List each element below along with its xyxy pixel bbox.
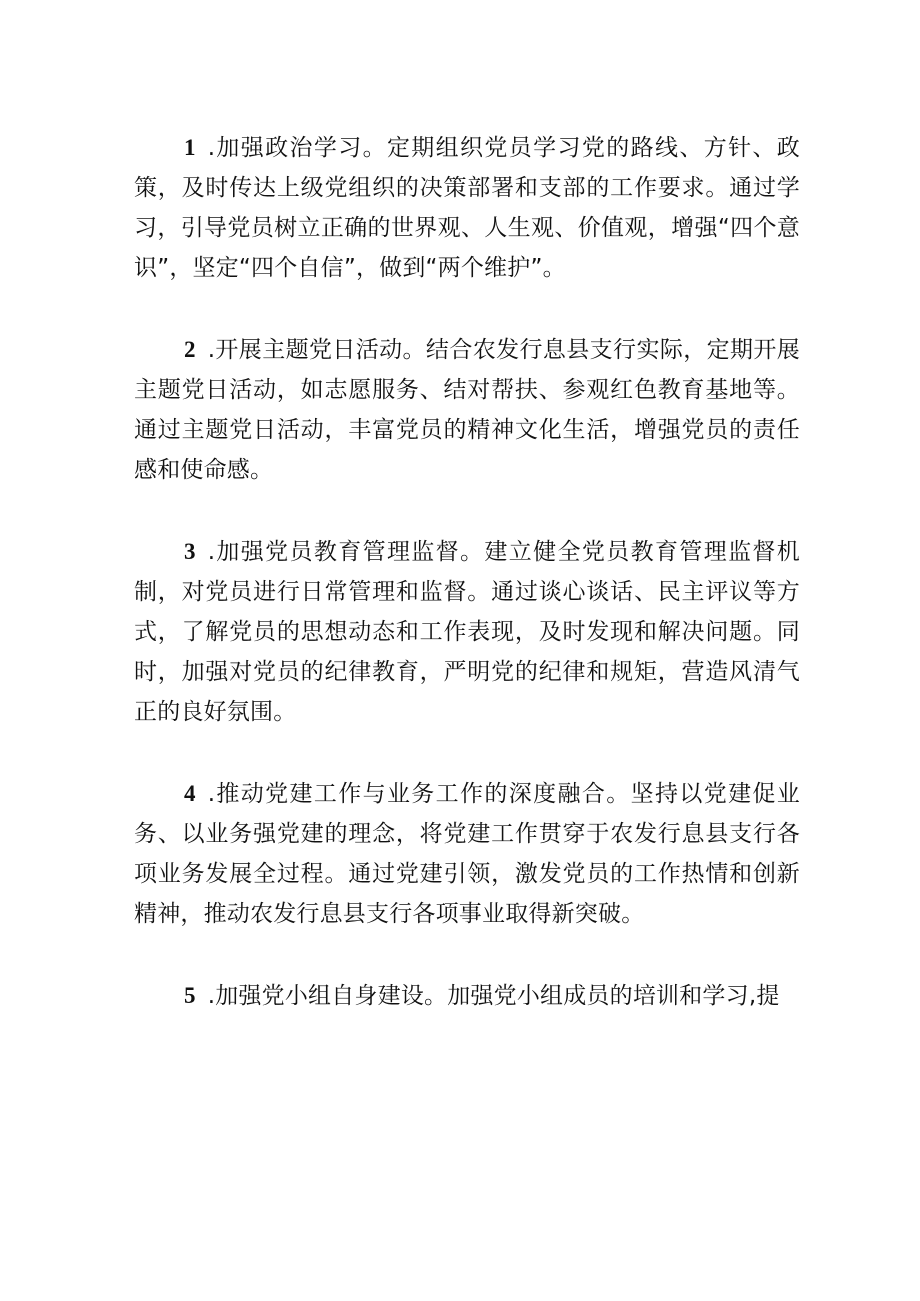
paragraph-4 — [134, 774, 800, 934]
paragraph-number: 5 — [184, 983, 196, 1008]
paragraph-number: 2 — [184, 337, 196, 362]
paragraph-number: 3 — [184, 539, 196, 564]
paragraph-number: 1 — [184, 135, 196, 160]
paragraph-text: .开展主题党日活动。结合农发行息县支行实际，定期开展主题党日活动，如志愿服务、结对帮扶、参观红色教育基地等。通过主题党日活动，丰富党员的精神文化生活，增强党员的责任感和使命感。 — [134, 337, 800, 483]
paragraph-2 — [134, 330, 800, 490]
paragraph-text: .加强政治学习。定期组织党员学习党的路线、方针、政策，及时传达上级党组织的决策部署和支部的工作要求。通过学习，引导党员树立正确的世界观、人生观、价值观，增强“四个意识”，坚定“四个自信”，做到“两个维护”。 — [134, 135, 800, 281]
paragraph-text: .加强党员教育管理监督。建立健全党员教育管理监督机制，对党员进行日常管理和监督。通过谈心谈话、民主评议等方式，了解党员的思想动态和工作表现，及时发现和解决问题。同时，加强对党员的纪律教育，严明党的纪律和规矩，营造风清气正的良好氛围。 — [134, 539, 800, 725]
paragraph-number: 4 — [184, 781, 196, 806]
paragraph-1 — [134, 128, 800, 288]
paragraph-text: .加强党小组自身建设。加强党小组成员的培训和学习,提 — [207, 983, 780, 1009]
paragraph-5 — [134, 976, 800, 1016]
paragraph-text: .推动党建工作与业务工作的深度融合。坚持以党建促业务、以业务强党建的理念，将党建工作贯穿于农发行息县支行各项业务发展全过程。通过党建引领，激发党员的工作热情和创新精神，推动农发行息县支行各项事业取得新突破。 — [134, 781, 800, 927]
paragraph-3 — [134, 532, 800, 732]
